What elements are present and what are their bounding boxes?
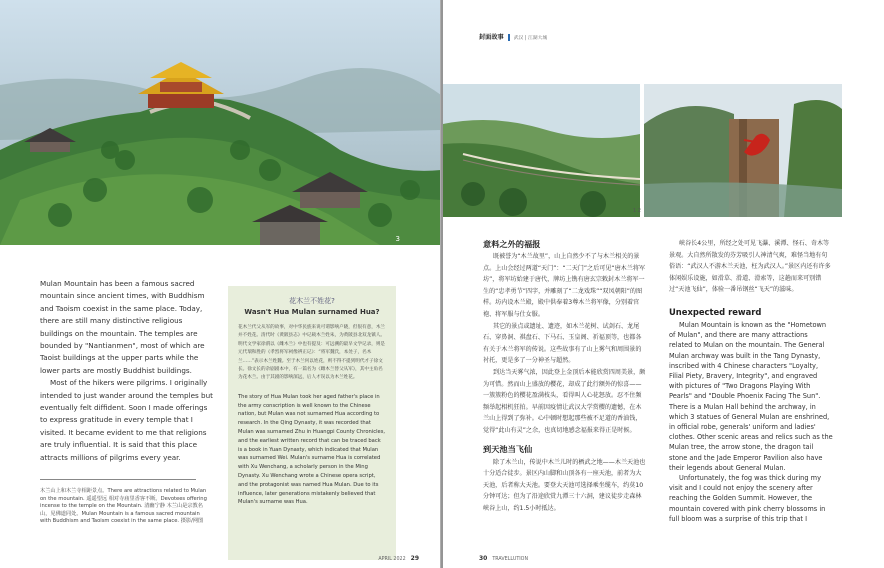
- page-footer: [479, 555, 528, 562]
- footer-magazine: TRAVELLUTION: [492, 557, 529, 562]
- body-paragraph: 到达当天雾气浓，因此登上金顶后本能欣赏四周美景，颇为可惜。然而山上盛放的樱花，却成了此行额外的惊喜——一簇簇粉色的樱花盈满枝头，看得叫人心花怒放。忍不住频频举起相机狂拍。早前因疫情让武汉大学赏樱的遗憾，在木兰山上得到了弥补。心中顿时想起那些被不足道的香油钱，觉得“此山有灵”之余，也真切地感念福报来得正是时候。: [483, 368, 646, 434]
- body-paragraph: Mulan Mountain has been a famous sacred mountain since ancient times, with Buddhism and Taoism coexist in the same place. Today, there are still many distinctive religious buildings on the mountain. The temples are bounded by "Nantianmen", most of which are Taoist buildings at the upper parts while the lower parts are mostly Buddhist buildings.: [40, 279, 205, 375]
- dancer-photo: [644, 84, 842, 217]
- body-paragraph: 除了木兰山，传说中木兰儿时的栖武之地——木兰天池也十分适合徒步。景区内山脚和山顶各有一座天池，前者为大天池，后者称大天池。要登大天池可选择乘坐缆车，约莫10分钟可达；但为了沿途欣赏九潭三十六洞，建议徒步走森林峡谷上山，约1.5小时抵达。: [483, 458, 646, 512]
- sidebar-text-cn: 花木兰代父从军的故事，对中华民族来说可谓影响户晓，但很有意，木兰并不姓花。清代时《黄陂县志》中记载木兰姓朱，为黄陂县北双龙镇人。明代文学家徐渭以《雌木兰》中也有提及：可远溯的最早文学记录，则是元代瑞和胜的《孝烈将军祠像辨正记》：“将军魏氏，本处子，名木兰……”表示木兰姓魏。至于木兰何以姓花，则不得不提到明代才子徐文长。徐文长的杂剧剧本中，有一篇名为《雌木兰替父从军》，其中主角名为花木兰。由于其剧的影响深远，后人才误以为木兰姓花。: [238, 325, 386, 381]
- right-page: [443, 0, 884, 568]
- page-footer: [378, 555, 419, 562]
- section-heading: 意料之外的福报: [483, 239, 541, 249]
- left-page: [0, 0, 441, 568]
- body-paragraph: 既被誉为“木兰故里”，山上自然少不了与木兰相关的景点。上山会经过两道“天门”：“二天门”之后可见“唐木兰将军坊”，将军坊始建于唐代，牌坊上镌有唐玄宗敕封木兰将军一生的“忠孝勇节”四字，并雕刻了“二龙戏珠”“双凤朝阳”的图样。坊内设木兰殿，殿中供奉着3尊木兰将军像，分别着官袍、将军服与仕女服。: [483, 253, 646, 318]
- header-divider: [508, 34, 510, 41]
- section-header: [479, 32, 547, 41]
- bridge-photo: [443, 84, 640, 217]
- english-paragraph: Unfortunately, the fog was thick during my visit and I could not enjoy the scenery after reaching the Golden Summit. However, the mountain covered with pink cherry blossoms in full bloom was a surprise of this trip that I: [669, 474, 826, 523]
- caption-divider: [40, 479, 196, 480]
- footer-month: APRIL 2022: [378, 557, 406, 562]
- sidebar-title-cn: 花木兰不姓花?: [289, 297, 335, 305]
- english-heading: Unexpected reward: [669, 306, 762, 317]
- chinese-column: [483, 238, 647, 514]
- body-paragraph: 峡谷长4公里，所经之处可见飞瀑、溪潭、怪石、奇木等景观。大自然所散发的芬芳吸引人神清气爽，难怪当地有句俗语：“武汉人不游木兰天池，枉为武汉人。”景区内还有许多体闲娱乐设施，如滑草、滑道、滑索等，这趟而来可别错过“天池飞仙”，体验一番吊钢丝“飞天”的滋味。: [669, 240, 831, 294]
- photo-numbers: 1 2: [633, 208, 641, 214]
- temple-photo: [0, 0, 441, 245]
- header-title: 封面故事: [479, 34, 504, 41]
- body-paragraph: Most of the hikers were pilgrims. I originally intended to just wander around the temples but eventually felt diffident. Soon I made offerings to express gratitude in every temple that I visited. It became evident to me that religions are truly influential. It is said that this place attracts millions of pilgrims every year.: [40, 378, 213, 462]
- english-body-text: [40, 278, 216, 464]
- header-subtitle: 武汉 | 江湖大城: [513, 36, 548, 41]
- sidebar-text-en: The story of Hua Mulan took her aged father's place in the army conscription is well known to the Chinese nation, but Mulan was not surnamed Hua according to research. In the Qing Dynasty, it was recorded that Mulan was surnamed Zhu in Huangpi County Chronicles, and the earliest written record that can be traced back is a book in Yuan Dynasty, which indicated that Mulan was surnamed Wei. Mulan's surname Hua is correlated with Xu Wenchang, a scholarly person in the Ming Dynasty. Xu Wenchang wrote a Chinese opera script, and the protagonist was named Hua Mulan. Due to its influence, later generations mistakenly believed that Mulan's surname was Hua.: [238, 393, 386, 506]
- mixed-column: [669, 238, 833, 524]
- page-number: 30: [479, 555, 488, 562]
- photo-number: 3: [395, 235, 400, 243]
- body-paragraph: 其它的景点或遗址、遗迹，如木兰花树、试剑石、龙尾石、穿鼻洞、祺盘石、下马石、玉皇阁、祈福顶等，也都各有关于木兰将军的传说。这些故事有了山上雾气和周围景的衬托，更是多了一分神圣与超然。: [483, 322, 642, 365]
- section-heading: 到天池当飞仙: [483, 443, 533, 454]
- english-paragraph: Mulan Mountain is known as the "Hometown of Mulan", and there are many attractions related to Mulan on the mountain. The General Mulan archway was built in the Tang Dynasty, inscribed with 4 Chinese characters "Loyalty, Filial Piety, Bravery, Integrity", and engraved with pictures of "Two Dragons Playing With Pearls" and "Double Phoenix Facing The Sun". There is a Mulan Hall behind the archway, in which 3 statues of General Mulan are enshrined, in official robe, generals' uniform and ladies' clothes. Other scenic areas and relics such as the Mulan tree, the arrow stone, the dragon tail stone and the Jade Emperor Pavilion also have their legends about General Mulan.: [669, 320, 833, 472]
- sidebar-box: [228, 286, 396, 560]
- photo-caption: 木兰山上和木兰寺相距景点。There are attractions related to Mulan on the mountain. 遥遥望远 相对寺庙里香客不断。Devotees offering incense to the temple on the Mountain. 清幽宁静 木兰山是宗教名山，见佛道同处。Mulan Mountain is a famous sacred mountain with Buddhism and Taoism coexist in the same place. 摄影/网图: [40, 488, 207, 525]
- sidebar-title-en: Wasn't Hua Mulan surnamed Hua?: [244, 308, 380, 316]
- page-number: 29: [410, 555, 419, 562]
